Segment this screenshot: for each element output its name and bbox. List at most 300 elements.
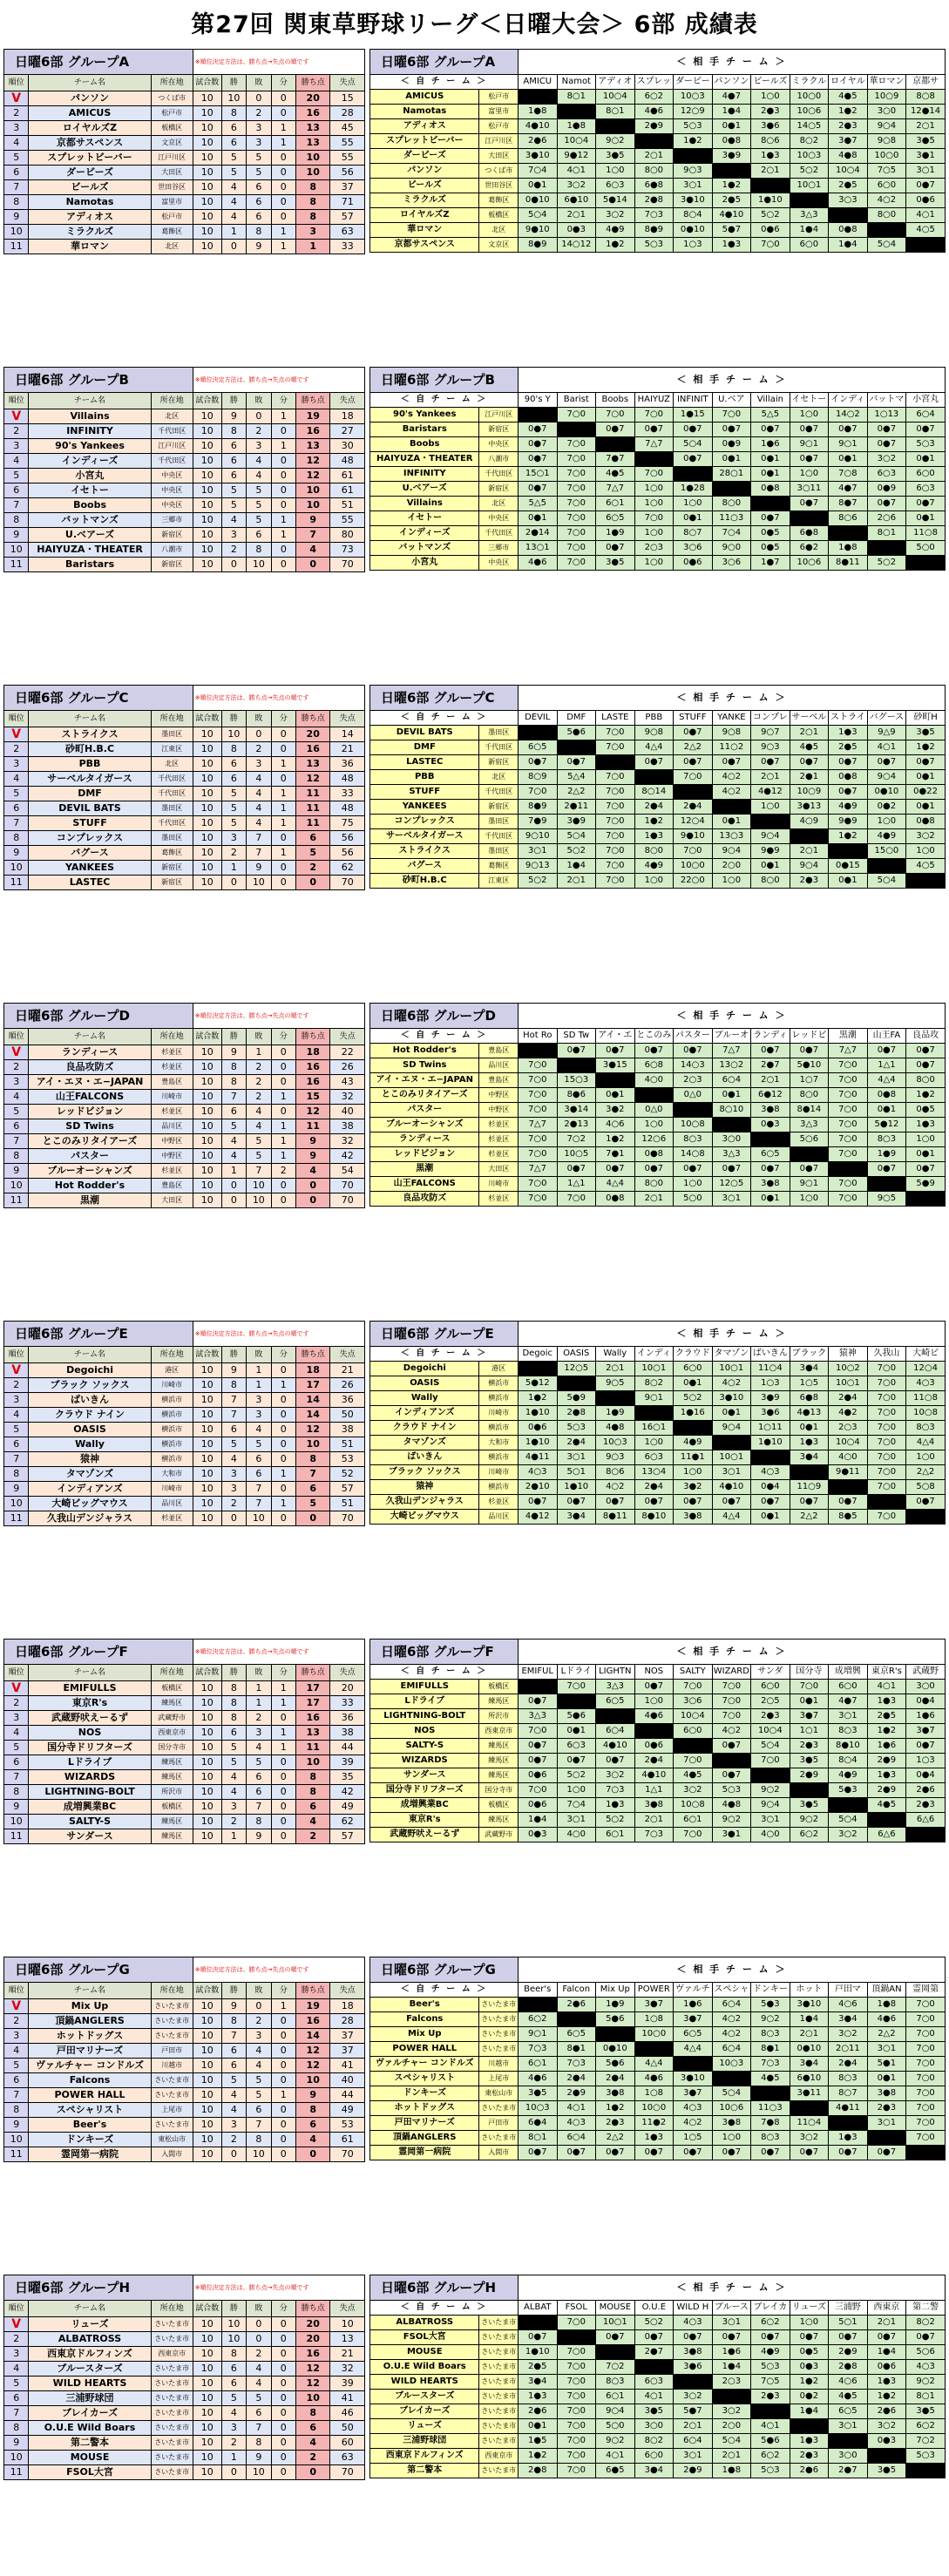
matrix-team-location: 墨田区 bbox=[479, 726, 519, 740]
standings-cell: 中野区 bbox=[151, 1134, 193, 1149]
match-result-cell: 7○0 bbox=[519, 1177, 558, 1192]
matrix-team-location: 杉並区 bbox=[479, 1192, 519, 1207]
match-result-cell: 3○2 bbox=[790, 2131, 829, 2146]
match-result-cell: 4○0 bbox=[751, 1828, 790, 1842]
standings-cell: 1 bbox=[247, 1378, 271, 1393]
match-result-cell: 3○1 bbox=[829, 1709, 868, 1724]
matrix-row bbox=[370, 2449, 946, 2464]
team-name-cell: 猿神 bbox=[29, 1452, 151, 1467]
match-result-cell: 7○0 bbox=[867, 1376, 906, 1391]
match-result-cell: 4●10 bbox=[712, 1480, 751, 1495]
opponent-column-header: Namot bbox=[557, 75, 596, 90]
standings-cell: 0 bbox=[221, 240, 246, 254]
match-result-cell: 1○0 bbox=[906, 844, 946, 859]
standings-column-header: 試合数 bbox=[193, 1347, 221, 1363]
matrix-team-name: パンソン bbox=[370, 164, 479, 179]
match-result-cell: 3●7 bbox=[674, 2012, 713, 2027]
matrix-row bbox=[370, 2101, 946, 2116]
match-result-cell: 3●6 bbox=[674, 2360, 713, 2375]
match-result-cell: 11○3 bbox=[751, 2101, 790, 2116]
match-result-cell: 4○1 bbox=[867, 740, 906, 755]
self-match-cell bbox=[906, 874, 946, 889]
self-match-cell bbox=[751, 1768, 790, 1783]
rank-cell: 3 bbox=[4, 2347, 29, 2362]
standings-cell: 0 bbox=[271, 166, 295, 180]
match-result-cell: 5○2 bbox=[557, 844, 596, 859]
match-result-cell: 1●3 bbox=[867, 1768, 906, 1783]
match-result-cell: 7○0 bbox=[557, 467, 596, 482]
standings-cell: 1 bbox=[271, 513, 295, 528]
match-result-cell: 0●7 bbox=[674, 452, 713, 467]
match-result-cell: 0●7 bbox=[751, 511, 790, 526]
opponent-column-header: Hot Ro bbox=[519, 1029, 558, 1044]
standings-cell: 0 bbox=[271, 469, 295, 483]
standings-row bbox=[4, 166, 365, 180]
match-result-cell: 3●5 bbox=[867, 2464, 906, 2478]
match-result-cell: 9○2 bbox=[751, 2012, 790, 2027]
standings-group-title: 日曜6部 グループD bbox=[4, 1004, 193, 1029]
match-result-cell: 3○11 bbox=[790, 482, 829, 497]
match-result-cell: 0●8 bbox=[829, 223, 868, 238]
match-result-cell: 3●15 bbox=[596, 1058, 635, 1073]
self-match-cell bbox=[906, 1192, 946, 1207]
rank-cell: 5 bbox=[4, 469, 29, 483]
match-result-cell: 4○2 bbox=[674, 2116, 713, 2131]
standings-cell: 1 bbox=[271, 528, 295, 543]
match-result-cell: 4○5 bbox=[906, 859, 946, 874]
standings-cell: 21 bbox=[330, 742, 365, 757]
match-result-cell: 9○8 bbox=[867, 134, 906, 149]
match-result-cell: 5○4 bbox=[712, 2434, 751, 2449]
standings-row bbox=[4, 1060, 365, 1075]
matrix-row bbox=[370, 2146, 946, 2160]
team-name-cell: POWER HALL bbox=[29, 2088, 151, 2103]
standings-cell: 板橋区 bbox=[151, 1800, 193, 1815]
standings-cell: 1 bbox=[221, 2451, 246, 2465]
matrix-team-location: さいたま市 bbox=[479, 2345, 519, 2360]
standings-cell: 2 bbox=[221, 2436, 246, 2451]
standings-cell: 4 bbox=[247, 469, 271, 483]
match-result-cell: 10○4 bbox=[829, 1436, 868, 1450]
match-result-cell: 2○1 bbox=[634, 1813, 674, 1828]
matrix-team-name: 京都サスペンス bbox=[370, 238, 479, 253]
standings-cell: 6 bbox=[221, 772, 246, 787]
match-result-cell: 1●3 bbox=[751, 149, 790, 164]
standings-column-header: 所在地 bbox=[151, 1029, 193, 1045]
match-result-cell: 6○2 bbox=[906, 2419, 946, 2434]
match-result-cell: 6○8 bbox=[634, 1058, 674, 1073]
opponent-column-header: ストライ bbox=[829, 711, 868, 726]
standings-cell: 北区 bbox=[151, 409, 193, 424]
standings-column-header: チーム名 bbox=[29, 75, 151, 91]
standings-cell: 中野区 bbox=[151, 1149, 193, 1164]
rank-cell: 2 bbox=[4, 2332, 29, 2347]
match-result-cell: 5●14 bbox=[596, 193, 635, 208]
matrix-team-name: インディアンズ bbox=[370, 1406, 479, 1421]
standings-cell: 10 bbox=[193, 1164, 221, 1179]
standings-cell: 1 bbox=[271, 816, 295, 831]
team-name-cell: リューズ bbox=[29, 2317, 151, 2332]
matrix-row bbox=[370, 2464, 946, 2478]
match-result-cell: 8●6 bbox=[557, 1088, 596, 1103]
opponent-column-header: ドンキー bbox=[751, 1983, 790, 1998]
matrix-row bbox=[370, 1132, 946, 1147]
match-result-cell: 2●3 bbox=[867, 2101, 906, 2116]
matrix-row bbox=[370, 2345, 946, 2360]
opponent-column-header: U.ベア bbox=[712, 393, 751, 408]
matrix-team-location: 葛飾区 bbox=[479, 193, 519, 208]
match-result-cell: 3●8 bbox=[712, 2116, 751, 2131]
match-result-cell: 4●12 bbox=[751, 785, 790, 800]
matrix-team-location: 板橋区 bbox=[479, 208, 519, 223]
match-result-cell: 9○4 bbox=[867, 119, 906, 134]
standings-cell: 5 bbox=[221, 1741, 246, 1755]
standings-cell: 16 bbox=[296, 1075, 330, 1090]
opponent-column-header: サーベル bbox=[790, 711, 829, 726]
match-result-cell: 0●7 bbox=[790, 452, 829, 467]
matrix-team-location: 新宿区 bbox=[479, 800, 519, 815]
standings-cell: 杉並区 bbox=[151, 1164, 193, 1179]
self-match-cell bbox=[557, 1694, 596, 1709]
match-result-cell: 0●3 bbox=[557, 223, 596, 238]
standings-column-header: 試合数 bbox=[193, 393, 221, 409]
standings-cell: 10 bbox=[193, 876, 221, 890]
standings-cell: 5 bbox=[247, 2088, 271, 2103]
standings-cell: 1 bbox=[271, 1681, 295, 1696]
matrix-team-name: 小宮丸 bbox=[370, 556, 479, 571]
standings-cell: 10 bbox=[193, 409, 221, 424]
standings-cell: 千代田区 bbox=[151, 816, 193, 831]
standings-column-header: 勝 bbox=[221, 1983, 246, 1999]
self-match-cell bbox=[790, 2419, 829, 2434]
standings-column-header: 敗 bbox=[247, 1665, 271, 1681]
match-result-cell: 6○0 bbox=[906, 467, 946, 482]
match-result-cell: 10○1 bbox=[712, 1450, 751, 1465]
matrix-team-name: ロイヤルズZ bbox=[370, 208, 479, 223]
standings-cell: 57 bbox=[330, 1829, 365, 1844]
opponent-column-header: DEVIL bbox=[519, 711, 558, 726]
rank-cell: 5 bbox=[4, 787, 29, 801]
standings-cell: 板橋区 bbox=[151, 1681, 193, 1696]
self-match-cell bbox=[519, 90, 558, 105]
self-match-cell bbox=[674, 1103, 713, 1118]
standings-cell: 4 bbox=[247, 772, 271, 787]
match-result-cell: 1●28 bbox=[674, 482, 713, 497]
opponent-column-header: アディオ bbox=[596, 75, 635, 90]
match-result-cell: 2●13 bbox=[557, 1118, 596, 1132]
matrix-row bbox=[370, 2042, 946, 2057]
standings-cell: 0 bbox=[271, 2317, 295, 2332]
standings-cell: 北区 bbox=[151, 240, 193, 254]
standings-cell: 10 bbox=[296, 166, 330, 180]
team-name-cell: 黒潮 bbox=[29, 1193, 151, 1208]
matrix-team-location: 川崎市 bbox=[479, 1406, 519, 1421]
match-result-cell: 7○0 bbox=[867, 1362, 906, 1376]
standings-column-header: 敗 bbox=[247, 75, 271, 91]
standings-cell: 0 bbox=[247, 409, 271, 424]
match-result-cell: 1○5 bbox=[790, 1376, 829, 1391]
standings-row bbox=[4, 1497, 365, 1511]
standings-cell: 6 bbox=[221, 2377, 246, 2391]
rank-cell: 9 bbox=[4, 1800, 29, 1815]
matrix-row bbox=[370, 755, 946, 770]
standings-cell: 8 bbox=[247, 225, 271, 240]
opponent-column-header: コンプレ bbox=[751, 711, 790, 726]
self-match-cell bbox=[790, 1147, 829, 1162]
match-result-cell: 3△3 bbox=[790, 208, 829, 223]
self-match-cell bbox=[829, 1480, 868, 1495]
match-result-cell: 2●9 bbox=[557, 2086, 596, 2101]
standings-cell: 新宿区 bbox=[151, 528, 193, 543]
matrix-team-location: 千代田区 bbox=[479, 467, 519, 482]
match-result-cell: 0●8 bbox=[829, 770, 868, 785]
standings-cell: 0 bbox=[271, 2118, 295, 2133]
match-result-cell: 3△3 bbox=[519, 1709, 558, 1724]
team-name-cell: STUFF bbox=[29, 816, 151, 831]
standings-cell: 0 bbox=[271, 2014, 295, 2029]
matrix-row bbox=[370, 1694, 946, 1709]
match-result-cell: 1●3 bbox=[829, 2131, 868, 2146]
match-result-cell: 4●10 bbox=[519, 119, 558, 134]
team-name-cell: YANKEES bbox=[29, 861, 151, 876]
team-name-cell: 90's Yankees bbox=[29, 439, 151, 454]
rank-cell: 10 bbox=[4, 543, 29, 558]
standings-row bbox=[4, 2436, 365, 2451]
rank-cell: 10 bbox=[4, 1497, 29, 1511]
standings-cell: 5 bbox=[247, 2391, 271, 2406]
standings-cell: 0 bbox=[271, 1800, 295, 1815]
opponent-column-header: INFINIT bbox=[674, 393, 713, 408]
self-match-cell bbox=[906, 1828, 946, 1842]
opponent-column-header: OASIS bbox=[557, 1347, 596, 1362]
standings-cell: 10 bbox=[193, 1408, 221, 1423]
matrix-team-name: 猿神 bbox=[370, 1480, 479, 1495]
standings-row bbox=[4, 1378, 365, 1393]
match-result-cell: 4●10 bbox=[712, 208, 751, 223]
rank-cell: 11 bbox=[4, 1193, 29, 1208]
matrix-team-location: 横浜市 bbox=[479, 1391, 519, 1406]
match-result-cell: 0●7 bbox=[674, 755, 713, 770]
match-result-cell: 4●6 bbox=[634, 1709, 674, 1724]
standings-row bbox=[4, 1800, 365, 1815]
match-result-cell: 4●2 bbox=[829, 1406, 868, 1421]
matrix-row bbox=[370, 1768, 946, 1783]
standings-cell: 2 bbox=[221, 1497, 246, 1511]
standings-cell: 10 bbox=[193, 2073, 221, 2088]
match-result-cell: 5△4 bbox=[557, 770, 596, 785]
match-result-cell: 2●5 bbox=[712, 193, 751, 208]
standings-cell: 7 bbox=[247, 1497, 271, 1511]
match-result-cell: 6○5 bbox=[751, 1147, 790, 1162]
match-result-cell: 9○4 bbox=[751, 1798, 790, 1813]
match-result-cell: 4●9 bbox=[596, 223, 635, 238]
standings-cell: 7 bbox=[247, 1164, 271, 1179]
match-result-cell: 6●4 bbox=[519, 2116, 558, 2131]
standings-cell: 70 bbox=[330, 2465, 365, 2480]
standings-cell: 6 bbox=[221, 121, 246, 136]
match-result-cell: 0●7 bbox=[712, 2146, 751, 2160]
match-result-cell: 3●4 bbox=[790, 2057, 829, 2072]
standings-cell: 3 bbox=[247, 121, 271, 136]
standings-cell: 世田谷区 bbox=[151, 180, 193, 195]
match-result-cell: 9●11 bbox=[829, 1465, 868, 1480]
standings-cell: 5 bbox=[221, 498, 246, 513]
matrix-team-location: 入間市 bbox=[479, 2146, 519, 2160]
matrix-opponent-header: ＜ 相 手 チ ー ム ＞ bbox=[519, 1640, 946, 1665]
standings-cell: 5 bbox=[296, 846, 330, 861]
match-result-cell: 1○0 bbox=[867, 815, 906, 829]
match-result-cell: 0●7 bbox=[790, 755, 829, 770]
match-result-cell: 3△3 bbox=[712, 1147, 751, 1162]
standings-cell: 0 bbox=[296, 1179, 330, 1193]
team-name-cell: ALBATROSS bbox=[29, 2332, 151, 2347]
standings-row bbox=[4, 424, 365, 439]
match-result-cell: 0●1 bbox=[751, 452, 790, 467]
match-result-cell: 0●1 bbox=[519, 2419, 558, 2434]
standings-cell: 10 bbox=[193, 121, 221, 136]
standings-cell: 57 bbox=[330, 210, 365, 225]
matrix-team-name: Lドライブ bbox=[370, 1694, 479, 1709]
standings-group-title: 日曜6部 グループC bbox=[4, 686, 193, 711]
match-result-cell: 9○1 bbox=[519, 2027, 558, 2042]
match-result-cell: 1○0 bbox=[674, 1177, 713, 1192]
match-result-cell: 0●4 bbox=[906, 1694, 946, 1709]
matrix-row bbox=[370, 1147, 946, 1162]
standings-cell: 10 bbox=[193, 801, 221, 816]
opponent-column-header: ブラック bbox=[790, 1347, 829, 1362]
matrix-row bbox=[370, 1044, 946, 1058]
match-result-cell: 2●4 bbox=[596, 2072, 635, 2086]
match-result-cell: 4○5 bbox=[906, 223, 946, 238]
team-name-cell: 久我山デンジャラス bbox=[29, 1511, 151, 1526]
standings-row bbox=[4, 1105, 365, 1119]
match-result-cell: 7○0 bbox=[596, 408, 635, 423]
standings-row bbox=[4, 106, 365, 121]
match-result-cell: 7○0 bbox=[829, 1073, 868, 1088]
team-name-cell: 戸田マリナーズ bbox=[29, 2044, 151, 2059]
rank-cell: V bbox=[4, 1045, 29, 1060]
matrix-team-name: 三浦野球団 bbox=[370, 2434, 479, 2449]
standings-cell: 0 bbox=[221, 1511, 246, 1526]
match-result-cell: 3○2 bbox=[829, 2027, 868, 2042]
opponent-column-header: インディ bbox=[829, 393, 868, 408]
standings-cell: 1 bbox=[296, 240, 330, 254]
match-result-cell: 0●1 bbox=[906, 770, 946, 785]
matrix-team-header: ＜ 自 チ ー ム ＞ bbox=[370, 1983, 519, 1998]
standings-cell: 0 bbox=[271, 424, 295, 439]
self-match-cell bbox=[790, 1465, 829, 1480]
team-name-cell: ブルースターズ bbox=[29, 2362, 151, 2377]
matrix-team-location: 練馬区 bbox=[479, 1694, 519, 1709]
standings-cell: 国分寺市 bbox=[151, 1741, 193, 1755]
match-result-cell: 1●4 bbox=[519, 1813, 558, 1828]
match-result-cell: 2○1 bbox=[751, 770, 790, 785]
standings-row bbox=[4, 1511, 365, 1526]
match-result-cell: 2○1 bbox=[712, 2449, 751, 2464]
match-result-cell: 2○1 bbox=[906, 119, 946, 134]
match-result-cell: 14○2 bbox=[829, 408, 868, 423]
self-match-cell bbox=[634, 1088, 674, 1103]
standings-cell: 6 bbox=[221, 469, 246, 483]
standings-cell: 4 bbox=[221, 1149, 246, 1164]
matrix-team-name: ドンキーズ bbox=[370, 2086, 479, 2101]
match-result-cell: 5○3 bbox=[906, 437, 946, 452]
rank-cell: 2 bbox=[4, 1060, 29, 1075]
match-result-cell: 6○0 bbox=[867, 179, 906, 193]
match-result-cell: 0●7 bbox=[790, 1162, 829, 1177]
standings-row bbox=[4, 528, 365, 543]
match-result-cell: 7○0 bbox=[596, 815, 635, 829]
standings-cell: 1 bbox=[271, 240, 295, 254]
standings-cell: 葛飾区 bbox=[151, 225, 193, 240]
match-result-cell: 12○9 bbox=[674, 105, 713, 119]
standings-cell: 10 bbox=[221, 2317, 246, 2332]
standings-cell: 7 bbox=[221, 1393, 246, 1408]
team-name-cell: SD Twins bbox=[29, 1119, 151, 1134]
matrix-team-name: MOUSE bbox=[370, 2345, 479, 2360]
match-result-cell: 8○8 bbox=[906, 90, 946, 105]
match-result-cell: 0●7 bbox=[712, 423, 751, 437]
matrix-team-name: バットマンズ bbox=[370, 541, 479, 556]
match-result-cell: 3●9 bbox=[712, 149, 751, 164]
standings-cell: 10 bbox=[193, 2317, 221, 2332]
opponent-column-header: MOUSE bbox=[596, 2301, 635, 2316]
opponent-column-header: Villain bbox=[751, 393, 790, 408]
match-result-cell: 4○2 bbox=[712, 2027, 751, 2042]
match-result-cell: 2●9 bbox=[867, 1754, 906, 1768]
team-name-cell: パスター bbox=[29, 1149, 151, 1164]
standings-cell: 3 bbox=[247, 2029, 271, 2044]
match-result-cell: 9○4 bbox=[790, 859, 829, 874]
match-result-cell: 1●3 bbox=[790, 2434, 829, 2449]
rank-cell: 4 bbox=[4, 1408, 29, 1423]
matrix-team-name: ブルースターズ bbox=[370, 2390, 479, 2404]
match-result-cell: 11○2 bbox=[712, 740, 751, 755]
standings-cell: 3 bbox=[296, 225, 330, 240]
match-result-cell: 7○0 bbox=[557, 541, 596, 556]
group-section-a bbox=[3, 49, 946, 350]
match-result-cell: 0●5 bbox=[751, 541, 790, 556]
opponent-column-header: 華ロマン bbox=[867, 75, 906, 90]
matrix-team-name: とこのみリタイアーズ bbox=[370, 1088, 479, 1103]
standings-cell: 10 bbox=[193, 816, 221, 831]
team-name-cell: 華ロマン bbox=[29, 240, 151, 254]
standings-row bbox=[4, 469, 365, 483]
match-result-cell: 2△2 bbox=[596, 2131, 635, 2146]
rank-cell: 6 bbox=[4, 166, 29, 180]
standings-cell: さいたま市 bbox=[151, 2406, 193, 2421]
matrix-team-name: WILD HEARTS bbox=[370, 2375, 479, 2390]
team-name-cell: クラウド ナイン bbox=[29, 1408, 151, 1423]
standings-column-header: 順位 bbox=[4, 393, 29, 409]
standings-cell: 10 bbox=[193, 1755, 221, 1770]
standings-cell: 豊島区 bbox=[151, 1075, 193, 1090]
standings-cell: 中央区 bbox=[151, 498, 193, 513]
match-result-cell: 1●10 bbox=[519, 1406, 558, 1421]
match-result-cell: 1○5 bbox=[674, 2131, 713, 2146]
match-result-cell: 2●6 bbox=[867, 2404, 906, 2419]
standings-cell: 4 bbox=[221, 1134, 246, 1149]
match-result-cell: 3●7 bbox=[674, 2086, 713, 2101]
match-result-cell: 1△1 bbox=[634, 1783, 674, 1798]
self-match-cell bbox=[867, 1177, 906, 1192]
match-result-cell: 0●7 bbox=[906, 1495, 946, 1510]
opponent-column-header: 武蔵野 bbox=[906, 1665, 946, 1680]
matrix-team-location: 板橋区 bbox=[479, 1680, 519, 1694]
matrix-team-location: さいたま市 bbox=[479, 1998, 519, 2012]
standings-cell: 10 bbox=[193, 1741, 221, 1755]
rank-cell: 7 bbox=[4, 498, 29, 513]
